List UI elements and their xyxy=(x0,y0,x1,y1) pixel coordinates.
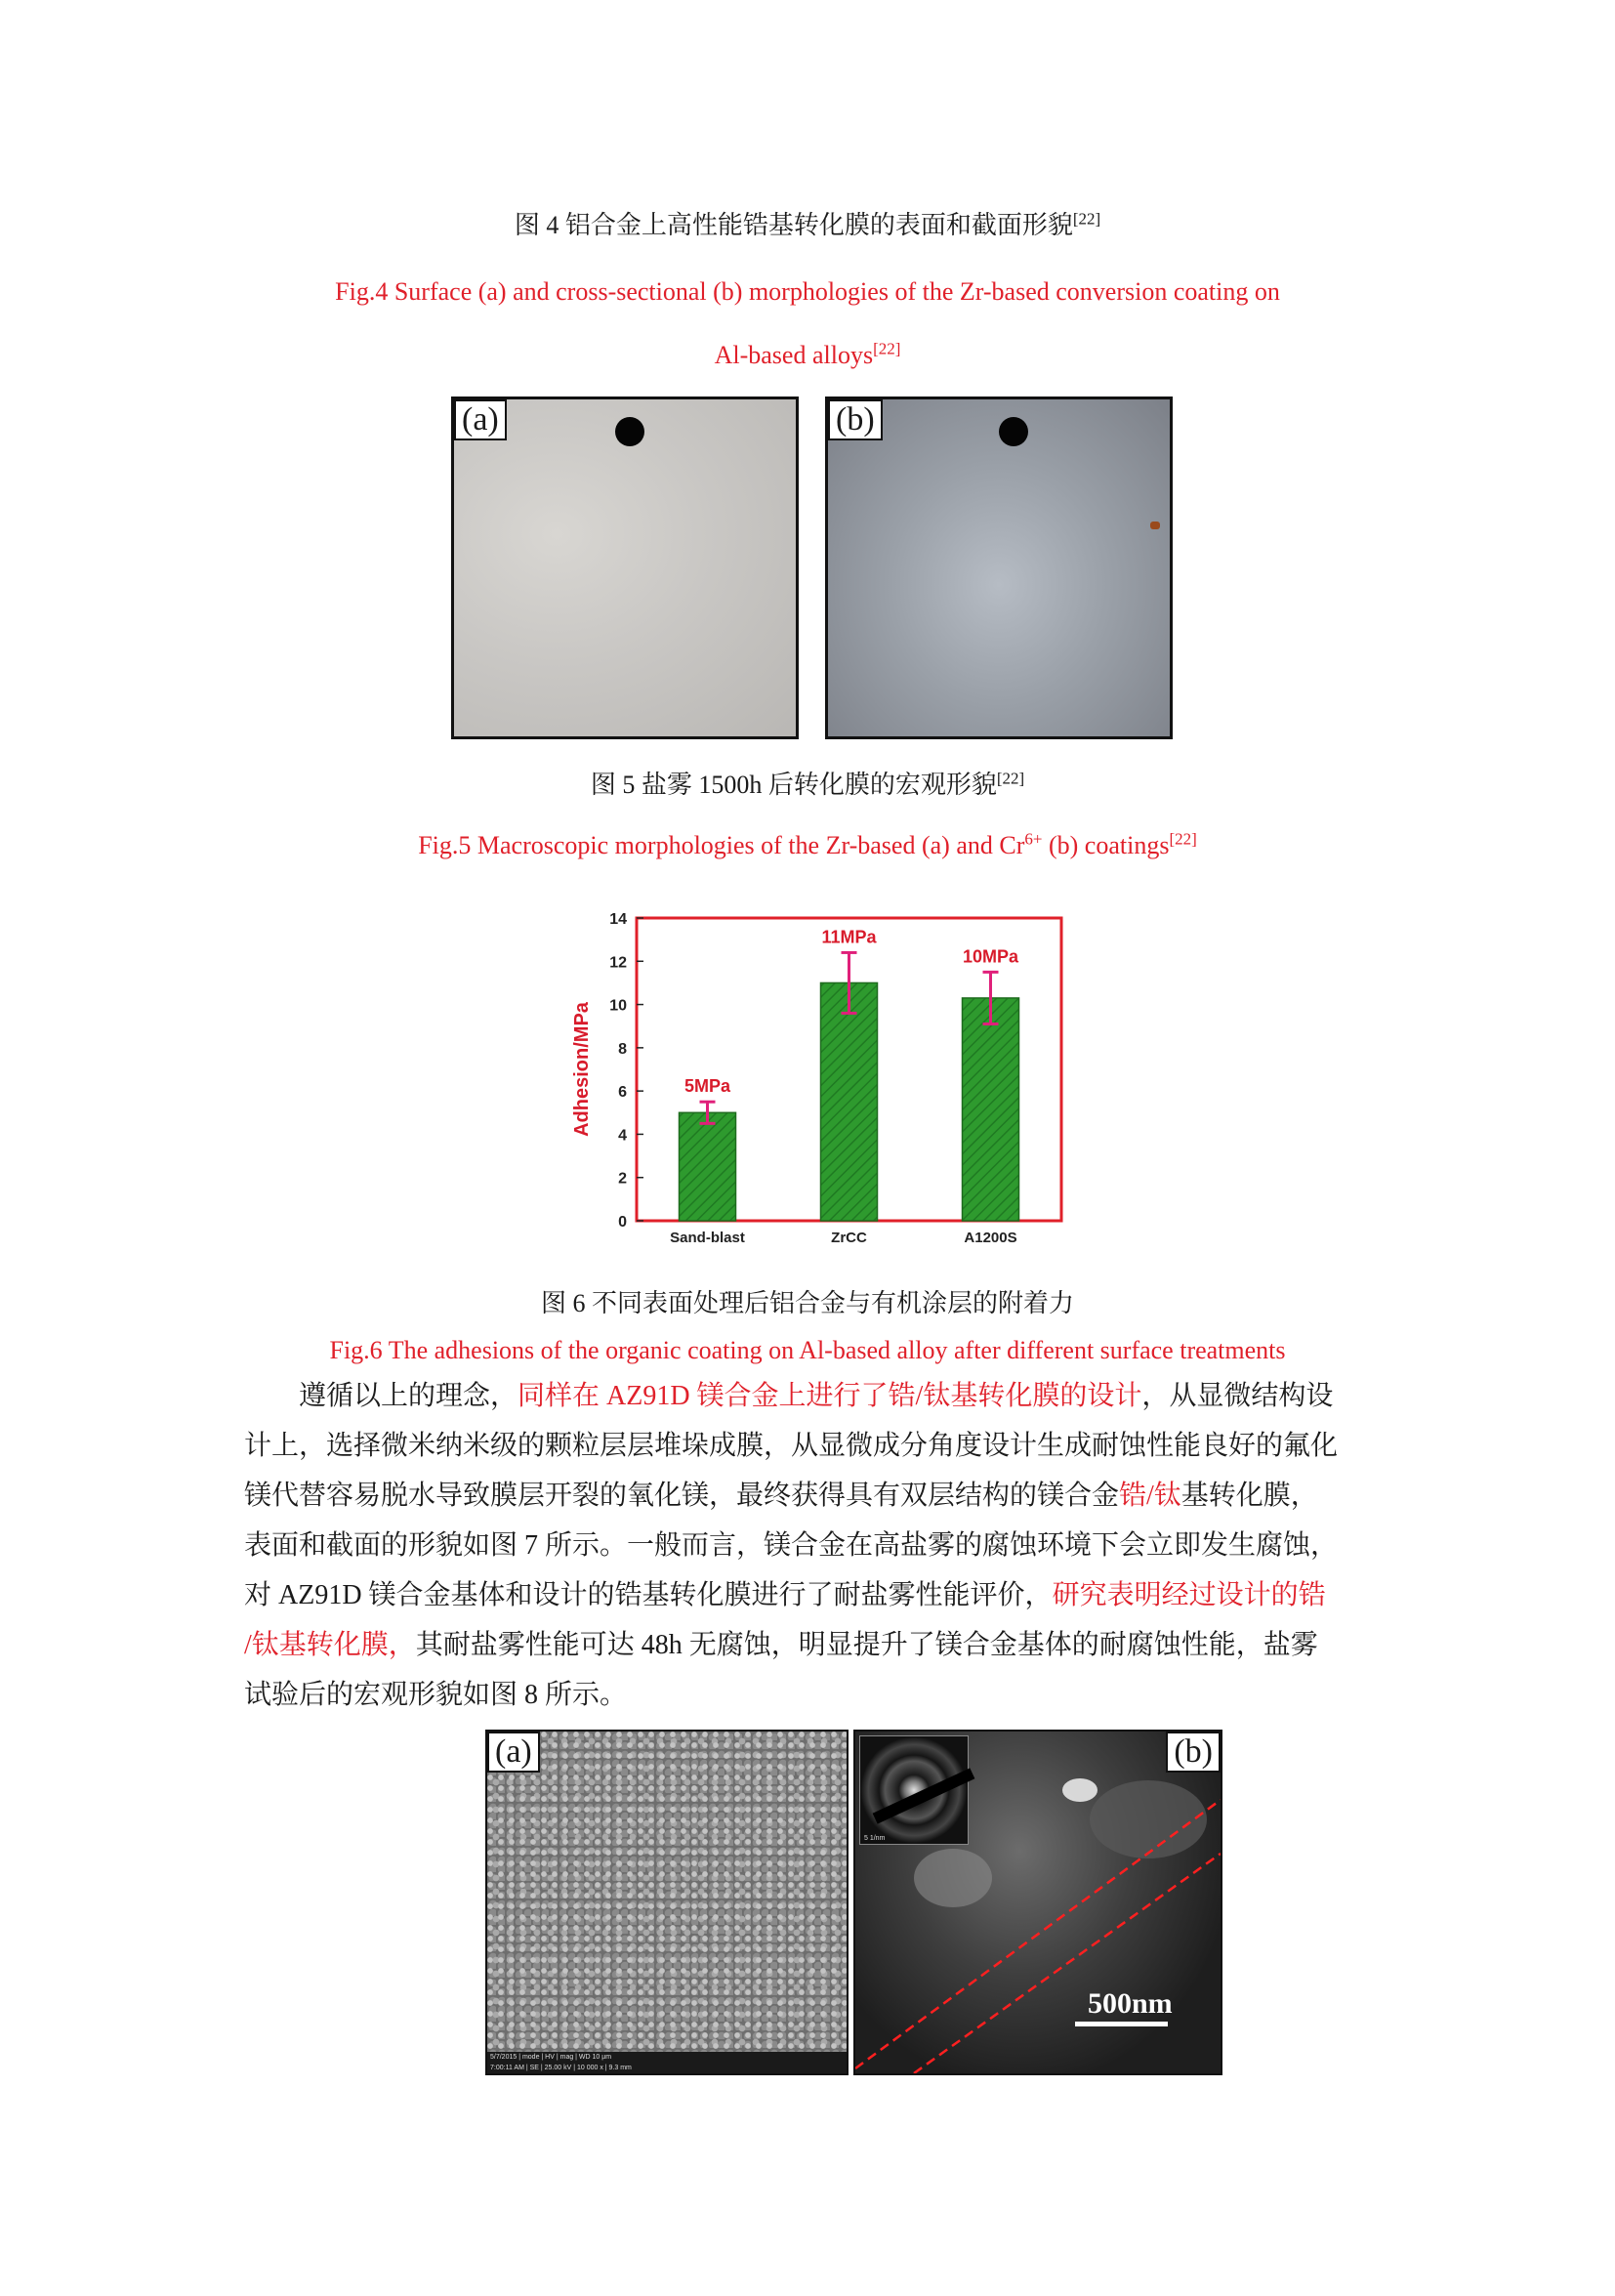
paragraph-line: 计上，选择微米纳米级的颗粒层层堆垛成膜，从显微成分角度设计生成耐蚀性能良好的氟化 xyxy=(244,1431,1339,1461)
y-tick-label: 12 xyxy=(609,954,627,972)
rust-spot xyxy=(1150,522,1160,529)
y-tick-label: 8 xyxy=(618,1040,627,1058)
y-tick-label: 0 xyxy=(618,1214,627,1231)
scale-bar xyxy=(1075,2022,1168,2026)
y-tick-label: 2 xyxy=(618,1170,627,1188)
y-tick-label: 6 xyxy=(618,1084,627,1102)
mounting-hole xyxy=(615,417,644,446)
fig7-panel-label-b: (b) xyxy=(1166,1732,1221,1773)
fig7-sem-image-a xyxy=(485,1730,849,2075)
paragraph-line: /钛基转化膜，其耐盐雾性能可达 48h 无腐蚀，明显提升了镁合金基体的耐腐蚀性能，盐雾 xyxy=(244,1630,1318,1660)
fig5-en-ref: [22] xyxy=(1169,829,1197,849)
bar xyxy=(821,982,878,1221)
fig4-en-ref: [22] xyxy=(873,339,901,358)
fig6-caption-cn: 图 6 不同表面处理后铝合金与有机涂层的附着力 xyxy=(540,1289,1074,1317)
data-label: 10MPa xyxy=(962,946,1019,967)
data-label: 11MPa xyxy=(821,927,877,947)
data-label: 5MPa xyxy=(683,1076,731,1097)
body-paragraph xyxy=(244,1371,1371,1720)
y-axis-label: Adhesion/MPa xyxy=(571,1002,593,1137)
fig5-caption-cn: 图 5 盐雾 1500h 后转化膜的宏观形貌[22] xyxy=(590,769,1025,799)
fig4-cn-ref: [22] xyxy=(1072,209,1101,229)
paragraph-line: 遵循以上的理念，同样在 AZ91D 镁合金上进行了锆/钛基转化膜的设计，从显微结构设 xyxy=(299,1381,1334,1411)
paragraph-line: 对 AZ91D 镁合金基体和设计的锆基转化膜进行了耐盐雾性能评价，研究表明经过设计的锆 xyxy=(244,1580,1326,1610)
fig4-caption-cn: 图 4 铝合金上高性能锆基转化膜的表面和截面形貌[22] xyxy=(514,209,1101,239)
paragraph-line: 试验后的宏观形貌如图 8 所示。 xyxy=(244,1680,628,1710)
fig7-panel-label-a: (a) xyxy=(487,1732,540,1773)
fig6-caption-en: Fig.6 The adhesions of the organic coating on Al-based alloy after different surface treatments xyxy=(329,1336,1286,1364)
fig7-tem-image-b xyxy=(853,1730,1222,2075)
y-tick-label: 10 xyxy=(609,997,627,1015)
fig5-panel-label-a: (a) xyxy=(454,399,507,440)
paragraph-line: 表面和截面的形貌如图 7 所示。一般而言，镁合金在高盐雾的腐蚀环境下会立即发生腐蚀， xyxy=(244,1530,1339,1561)
fig5-photo-a xyxy=(451,397,799,739)
diffraction-inset xyxy=(859,1735,969,1845)
scale-label: 500nm xyxy=(1088,1987,1173,2020)
fig5-en-superscript: 6+ xyxy=(1024,829,1043,849)
fig4-caption-en-line2: Al-based alloys[22] xyxy=(714,339,901,369)
fig5-photo-b xyxy=(825,397,1173,739)
x-tick-label: Sand-blast xyxy=(670,1230,745,1246)
inset-scale-label: 5 1/nm xyxy=(864,1835,886,1842)
bar xyxy=(680,1112,736,1221)
fig5-panel-label-b: (b) xyxy=(828,399,883,440)
x-tick-label: A1200S xyxy=(964,1230,1017,1246)
x-tick-label: ZrCC xyxy=(831,1230,867,1246)
y-tick-label: 4 xyxy=(618,1127,627,1145)
bar xyxy=(963,998,1019,1221)
mounting-hole xyxy=(999,417,1028,446)
fig5-caption-en: Fig.5 Macroscopic morphologies of the Zr-based (a) and $Cr^{6+}$ (b) coatings[22] xyxy=(418,829,1197,859)
fig4-caption-en-line1: Fig.4 Surface (a) and cross-sectional (b) morphologies of the Zr-based conversion coating on xyxy=(335,277,1280,306)
paragraph-line: 镁代替容易脱水导致膜层开裂的氧化镁，最终获得具有双层结构的镁合金锆/钛基转化膜， xyxy=(244,1481,1318,1511)
adhesion-bar-chart xyxy=(566,908,1074,1270)
fig5-cn-ref: [22] xyxy=(996,769,1025,788)
y-tick-label: 14 xyxy=(609,911,627,928)
beam-stop xyxy=(873,1768,975,1823)
sem-info-bar: 5/7/2015 | mode | HV | mag | WD 10 µm 7:00:11 AM | SE | 25.00 kV | 10 000 x | 9.3 mm xyxy=(487,2052,849,2073)
